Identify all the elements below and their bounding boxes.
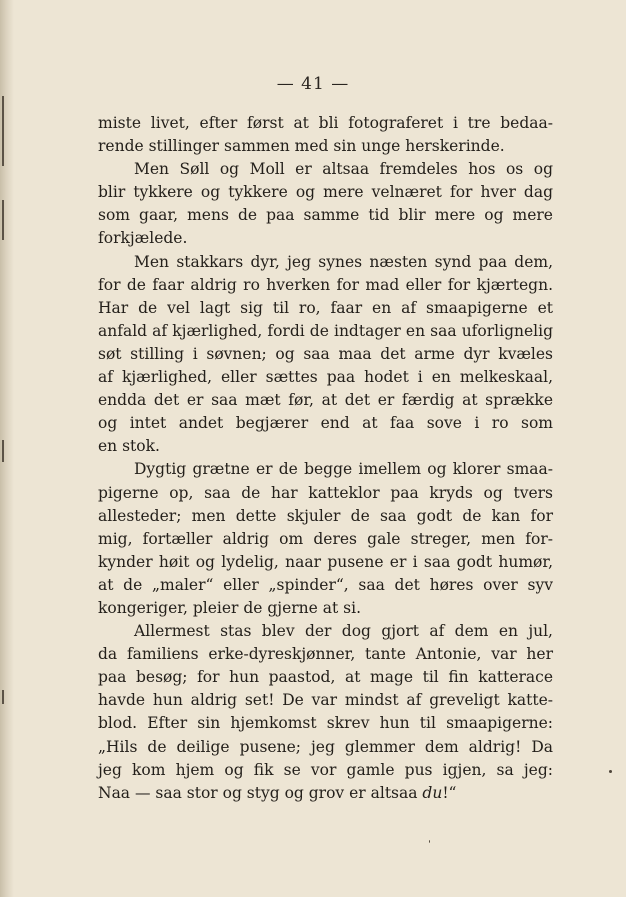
text-line: blir tykkere og tykkere og mere velnæret for hver dag	[98, 183, 553, 202]
text-line: af kjærlighed, eller sættes paa hodet i en melkeskaal,	[98, 368, 553, 387]
text-line: Har de vel lagt sig til ro, faar en af smaapigerne et	[98, 298, 553, 317]
text-line	[98, 782, 553, 805]
italic-word: du	[422, 783, 443, 802]
text-line: søt stilling i søvnen; og saa maa det arme dyr kvæles	[98, 344, 553, 363]
text-line: endda det er saa mæt før, at det er færdig at sprække	[98, 391, 553, 410]
text-line: da familiens erke-dyreskjønner, tante Antonie, var her	[98, 645, 553, 664]
text-line: og intet andet begjærer end at faa sove i ro som	[98, 414, 553, 433]
paper-speck	[609, 770, 612, 773]
text-segment: !“	[442, 783, 457, 802]
spine-mark	[2, 200, 4, 240]
text-line: kongeriger, pleier de gjerne at si.	[98, 598, 361, 617]
text-line: pigerne op, saa de har katteklor paa kryds og tvers	[98, 483, 553, 502]
text-line: at de „maler“ eller „spinder“, saa det høres over syv	[98, 575, 553, 594]
text-line: anfald af kjærlighed, fordi de indtager en saa uforlignelig	[98, 321, 553, 340]
text-line: kynder høit og lydelig, naar pusene er i saa godt humør,	[98, 552, 553, 571]
text-line: Allermest stas blev der dog gjort af dem en jul,	[134, 622, 553, 641]
spine-mark	[2, 440, 4, 462]
page-number: — 41 —	[276, 74, 350, 94]
spine-mark	[2, 690, 4, 704]
text-line: allesteder; men dette skjuler de saa godt de kan for	[98, 506, 553, 525]
text-line: en stok.	[98, 437, 160, 456]
text-line: havde hun aldrig set! De var mindst af greveligt katte-	[98, 691, 553, 710]
text-line: rende stillinger sammen med sin unge herskerinde.	[98, 137, 505, 156]
text-line: for de faar aldrig ro hverken for mad eller for kjærtegn.	[98, 275, 553, 294]
text-line: „Hils de deilige pusene; jeg glemmer dem aldrig! Da	[98, 737, 553, 756]
text-line: miste livet, efter først at bli fotograferet i tre bedaa-	[98, 114, 553, 132]
body-text	[98, 112, 553, 805]
text-line: som gaar, mens de paa samme tid blir mere og mere	[98, 206, 553, 225]
text-line: Men stakkars dyr, jeg synes næsten synd paa dem,	[134, 252, 553, 271]
text-line: mig, fortæller aldrig om deres gale streger, men for-	[98, 529, 553, 548]
text-line: Men Søll og Moll er altsaa fremdeles hos os og	[134, 160, 553, 179]
spine-mark	[2, 96, 4, 166]
paper-speck	[429, 840, 430, 843]
text-line: forkjælede.	[98, 229, 188, 248]
text-line: Dygtig grætne er de begge imellem og klorer smaa-	[134, 460, 553, 479]
text-line: blod. Efter sin hjemkomst skrev hun til smaapigerne:	[98, 714, 553, 733]
text-segment: Naa — saa stor og styg og grov er altsaa	[98, 783, 423, 802]
text-line: paa besøg; for hun paastod, at mage til fin katterace	[98, 668, 553, 687]
text-line: jeg kom hjem og fik se vor gamle pus igjen, sa jeg:	[98, 760, 553, 779]
